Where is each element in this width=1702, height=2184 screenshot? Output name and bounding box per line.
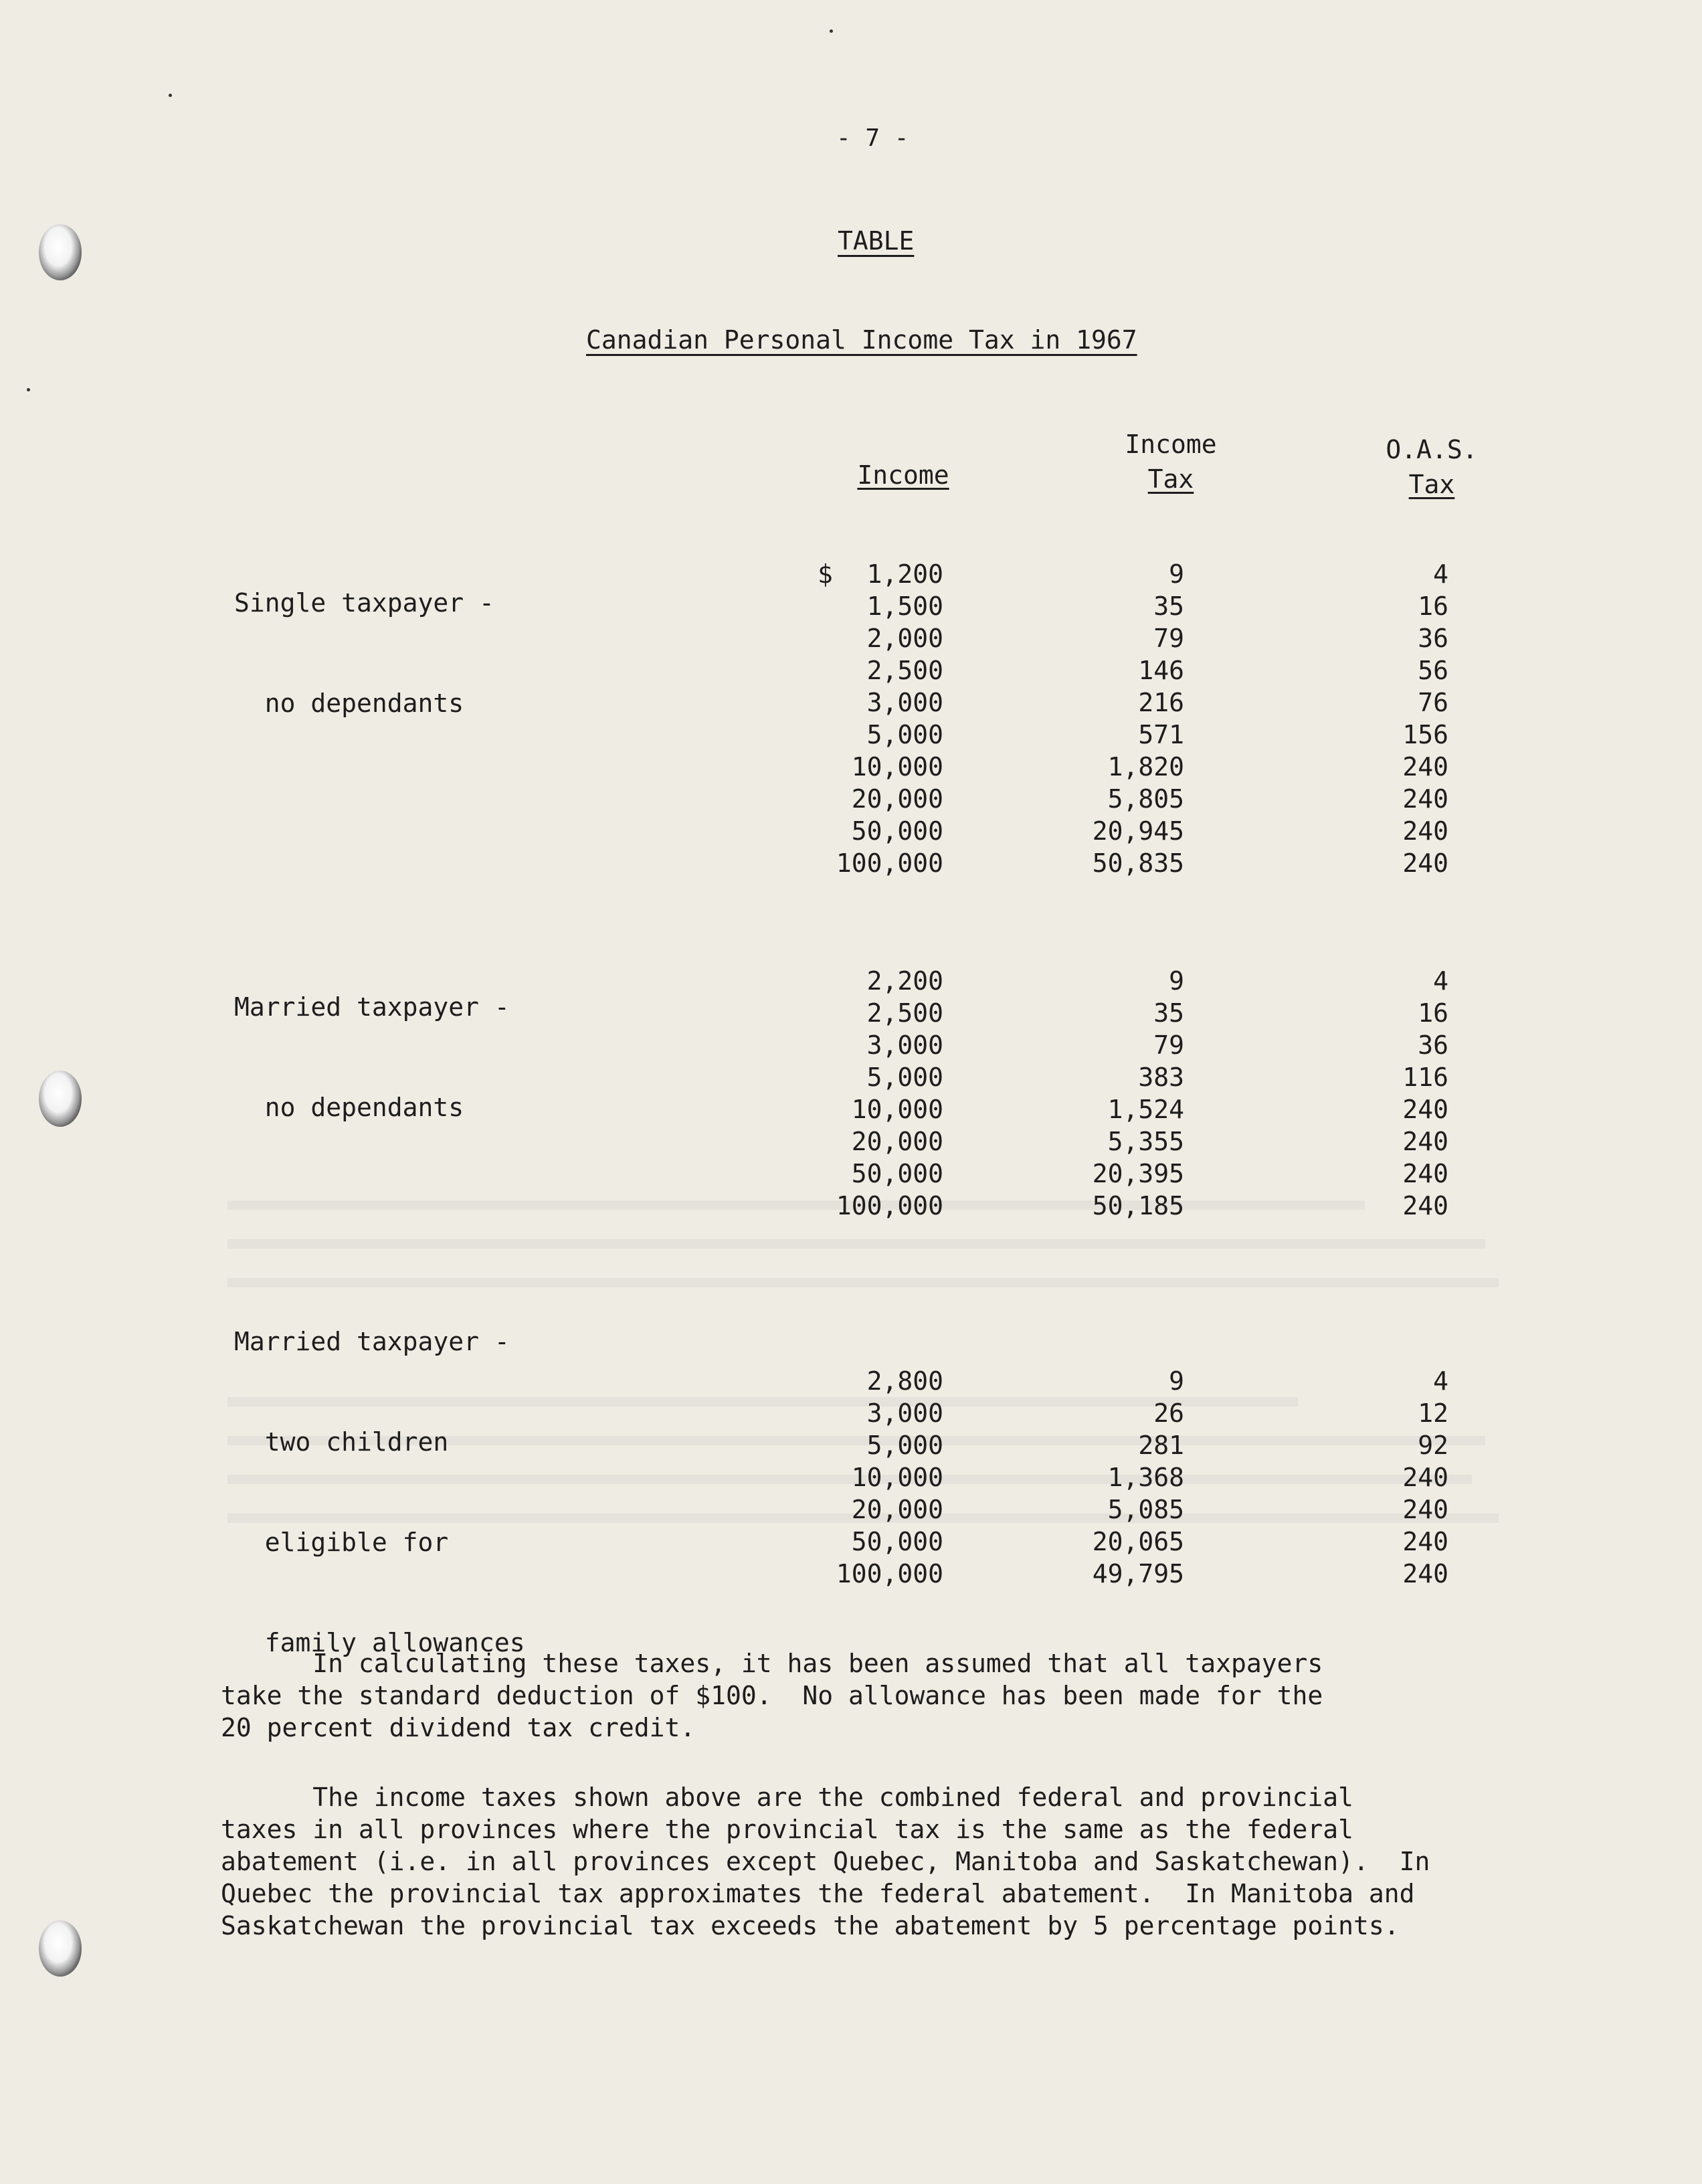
table-row [0, 687, 1702, 719]
table-row [0, 1493, 1702, 1526]
income-tax-cell: 9 [1169, 1366, 1184, 1396]
group-label-line: no dependants [234, 689, 464, 718]
income-cell: 50,000 [851, 816, 943, 846]
table-row [0, 815, 1702, 847]
income-tax-cell: 79 [1153, 624, 1184, 653]
note-line: 20 percent dividend tax credit. [221, 1713, 696, 1742]
income-cell: 10,000 [851, 1463, 943, 1492]
oas-tax-cell: 240 [1402, 1095, 1448, 1124]
income-cell: 5,000 [866, 1431, 943, 1460]
currency-symbol: $ [818, 559, 833, 589]
income-tax-cell: 50,185 [1092, 1191, 1184, 1220]
income-cell: 20,000 [851, 784, 943, 814]
income-cell: 5,000 [866, 1063, 943, 1092]
income-cell: 2,200 [866, 966, 943, 996]
table-title: Canadian Personal Income Tax in 1967 [586, 325, 1137, 355]
oas-tax-cell: 16 [1418, 998, 1448, 1028]
paper-speck [27, 388, 30, 391]
oas-tax-cell: 240 [1402, 1127, 1448, 1156]
table-label: TABLE [838, 226, 915, 256]
income-tax-cell: 5,805 [1107, 784, 1184, 814]
paper-speck [169, 94, 172, 97]
oas-tax-cell: 92 [1418, 1431, 1448, 1460]
note-line: Saskatchewan the provincial tax exceeds the abatement by 5 percentage points. [221, 1911, 1400, 1940]
note-line: take the standard deduction of $100. No allowance has been made for the [221, 1681, 1323, 1710]
income-cell: 5,000 [866, 720, 943, 749]
column-header-income-tax-line1: Income [1125, 430, 1217, 459]
table-row [0, 847, 1702, 879]
oas-tax-cell: 240 [1402, 1463, 1448, 1492]
income-cell: 2,000 [866, 624, 943, 653]
income-cell: 100,000 [836, 1559, 943, 1588]
income-tax-cell: 79 [1153, 1030, 1184, 1060]
oas-tax-cell: 36 [1418, 1030, 1448, 1060]
column-header-oas-tax [1365, 432, 1499, 502]
group-label-line: two children [234, 1427, 449, 1457]
income-tax-cell: 1,368 [1107, 1463, 1184, 1492]
oas-tax-cell: 240 [1402, 1191, 1448, 1220]
income-tax-cell: 35 [1153, 592, 1184, 621]
income-tax-cell: 9 [1169, 559, 1184, 589]
income-cell: 10,000 [851, 752, 943, 782]
oas-tax-cell: 240 [1402, 784, 1448, 814]
column-header-income-tax-line2: Tax [1147, 464, 1194, 494]
table-row [0, 1061, 1702, 1093]
binder-hole-top [39, 224, 82, 280]
note-line: taxes in all provinces where the provincial tax is the same as the federal [221, 1815, 1353, 1844]
income-tax-cell: 1,524 [1107, 1095, 1184, 1124]
oas-tax-cell: 156 [1402, 720, 1448, 749]
table-row [0, 654, 1702, 687]
income-cell: 20,000 [851, 1495, 943, 1524]
oas-tax-cell: 36 [1418, 624, 1448, 653]
oas-tax-cell: 16 [1418, 592, 1448, 621]
income-cell: 100,000 [836, 848, 943, 878]
oas-tax-cell: 240 [1402, 848, 1448, 878]
income-tax-cell: 146 [1138, 656, 1184, 685]
income-tax-cell: 20,065 [1092, 1527, 1184, 1556]
column-header-income: Income [857, 460, 949, 490]
oas-tax-cell: 240 [1402, 752, 1448, 782]
oas-tax-cell: 4 [1433, 559, 1448, 589]
group-label-line: Single taxpayer - [234, 588, 494, 618]
group-label-line: eligible for [234, 1528, 449, 1557]
income-cell: 2,800 [866, 1366, 943, 1396]
oas-tax-cell: 76 [1418, 688, 1448, 717]
oas-tax-cell: 240 [1402, 1159, 1448, 1188]
oas-tax-cell: 4 [1433, 1366, 1448, 1396]
table-row [0, 1397, 1702, 1429]
table-row [0, 558, 1702, 590]
income-cell: 1,500 [866, 592, 943, 621]
group-label-line: no dependants [234, 1093, 464, 1122]
income-cell: 3,000 [866, 688, 943, 717]
income-tax-cell: 281 [1138, 1431, 1184, 1460]
income-tax-cell: 50,835 [1092, 848, 1184, 878]
income-tax-cell: 571 [1138, 720, 1184, 749]
income-cell: 50,000 [851, 1527, 943, 1556]
income-cell: 20,000 [851, 1127, 943, 1156]
table-row [0, 965, 1702, 997]
table-row [0, 590, 1702, 622]
table-row [0, 1429, 1702, 1461]
table-row [0, 1125, 1702, 1158]
group-label-line: Married taxpayer - [234, 1327, 510, 1356]
note-provincial [221, 1781, 1559, 1942]
column-header-oas-tax-line1: O.A.S. [1386, 435, 1478, 464]
group-label-line: Married taxpayer - [234, 992, 510, 1022]
oas-tax-cell: 240 [1402, 1495, 1448, 1524]
oas-tax-cell: 12 [1418, 1398, 1448, 1428]
table-row [0, 1365, 1702, 1397]
income-tax-cell: 26 [1153, 1398, 1184, 1428]
table-row [0, 622, 1702, 654]
income-cell: 3,000 [866, 1030, 943, 1060]
note-line: In calculating these taxes, it has been assumed that all taxpayers [221, 1649, 1323, 1678]
income-cell: 1,200 [866, 559, 943, 589]
table-row [0, 1190, 1702, 1222]
income-cell: 2,500 [866, 656, 943, 685]
oas-tax-cell: 240 [1402, 1527, 1448, 1556]
income-tax-cell: 5,355 [1107, 1127, 1184, 1156]
income-tax-cell: 383 [1138, 1063, 1184, 1092]
income-tax-cell: 5,085 [1107, 1495, 1184, 1524]
income-tax-cell: 20,945 [1092, 816, 1184, 846]
oas-tax-cell: 56 [1418, 656, 1448, 685]
income-tax-cell: 35 [1153, 998, 1184, 1028]
income-tax-cell: 216 [1138, 688, 1184, 717]
income-tax-cell: 9 [1169, 966, 1184, 996]
table-row [0, 719, 1702, 751]
note-line: The income taxes shown above are the combined federal and provincial [221, 1783, 1353, 1812]
table-row [0, 1558, 1702, 1590]
oas-tax-cell: 240 [1402, 1559, 1448, 1588]
oas-tax-cell: 116 [1402, 1063, 1448, 1092]
table-row [0, 1029, 1702, 1061]
oas-tax-cell: 4 [1433, 966, 1448, 996]
column-header-oas-tax-line2: Tax [1408, 470, 1455, 499]
page-number: - 7 - [836, 124, 909, 152]
income-cell: 3,000 [866, 1398, 943, 1428]
table-row [0, 1461, 1702, 1493]
income-cell: 2,500 [866, 998, 943, 1028]
income-cell: 50,000 [851, 1159, 943, 1188]
table-row [0, 751, 1702, 783]
income-tax-cell: 49,795 [1092, 1559, 1184, 1588]
column-header-income-tax [1097, 427, 1244, 496]
table-row [0, 1158, 1702, 1190]
note-line: abatement (i.e. in all provinces except Quebec, Manitoba and Saskatchewan). In [221, 1847, 1430, 1876]
oas-tax-cell: 240 [1402, 816, 1448, 846]
table-row [0, 1526, 1702, 1558]
table-row [0, 997, 1702, 1029]
note-line: Quebec the provincial tax approximates the federal abatement. In Manitoba and [221, 1879, 1415, 1908]
group-label-line: family allowances [234, 1628, 525, 1657]
note-assumptions [221, 1647, 1559, 1744]
income-tax-cell: 20,395 [1092, 1159, 1184, 1188]
table-row [0, 1093, 1702, 1125]
income-cell: 100,000 [836, 1191, 943, 1220]
paper-speck [830, 29, 833, 33]
binder-hole-bottom [39, 1920, 82, 1977]
income-tax-cell: 1,820 [1107, 752, 1184, 782]
income-cell: 10,000 [851, 1095, 943, 1124]
table-row [0, 783, 1702, 815]
